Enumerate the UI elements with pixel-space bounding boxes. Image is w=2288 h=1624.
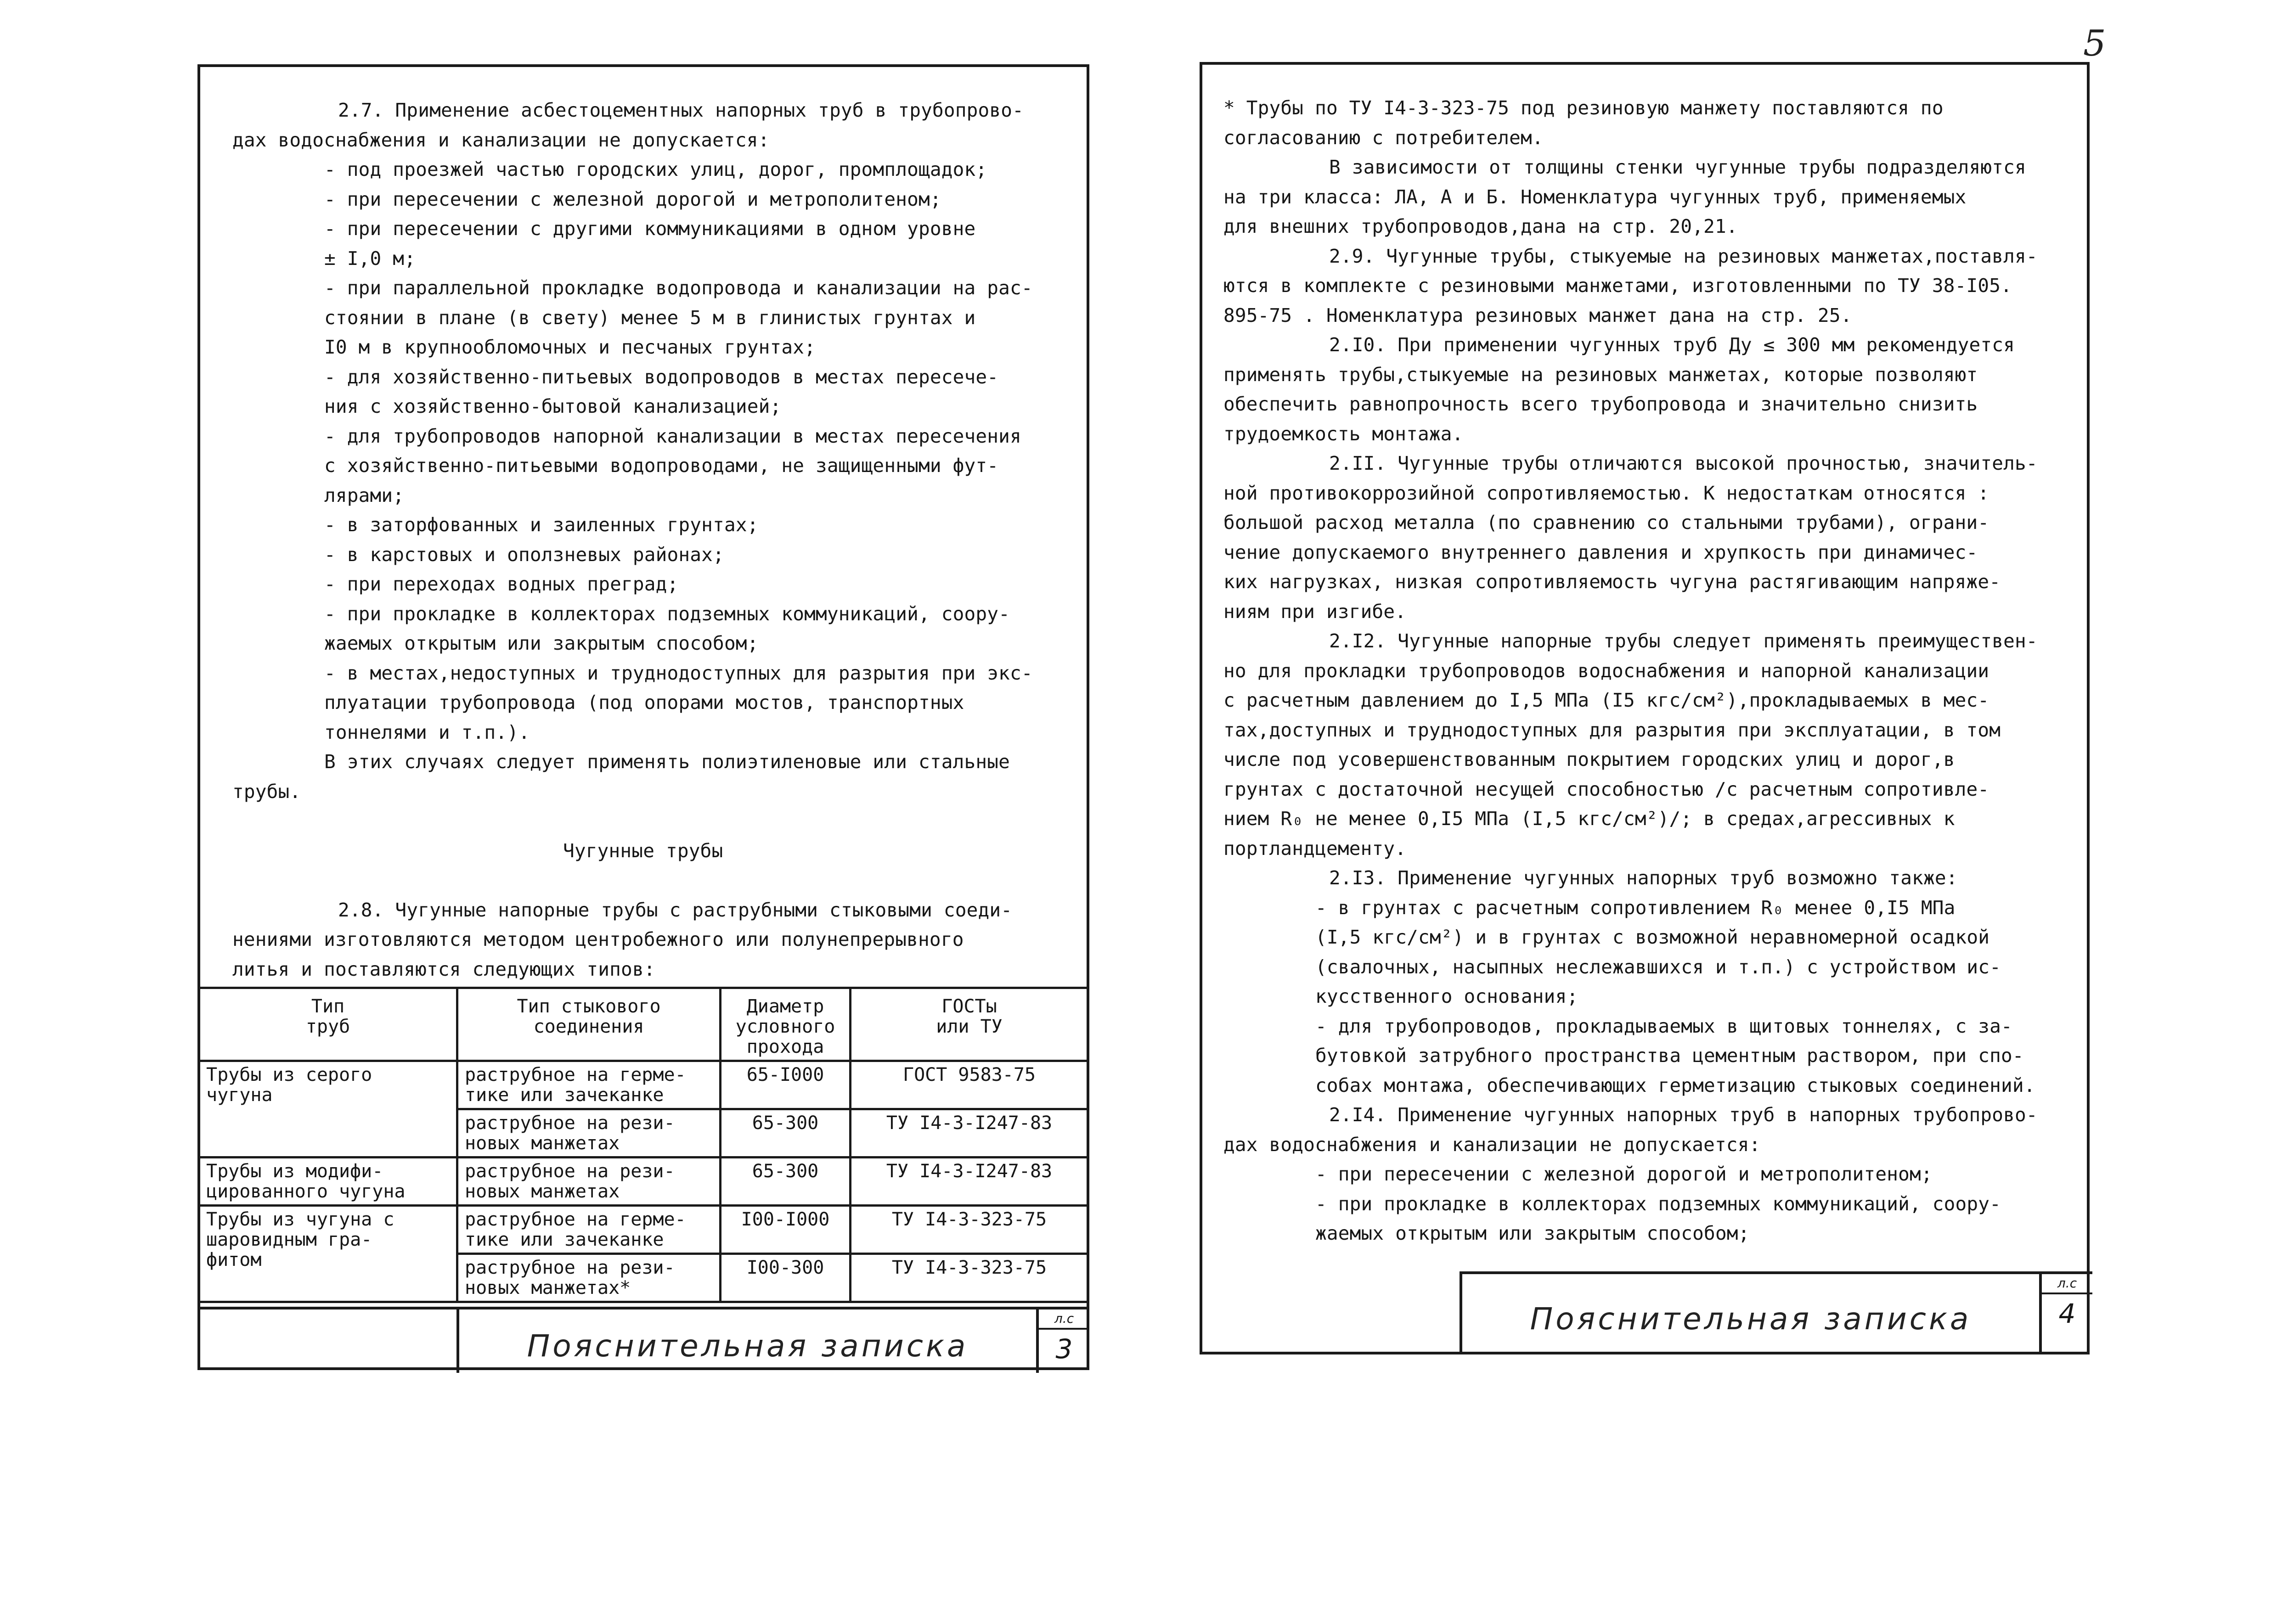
text-line: - в грунтах с расчетным сопротивлением R₀ менее 0,I5 МПа (1315, 896, 1956, 919)
text-line: ния с хозяйственно-бытовой канализацией; (324, 395, 782, 417)
text-line: 2.9. Чугунные трубы, стыкуемые на резиновых манжетах,поставля- (1329, 245, 2038, 267)
text-line: для внешних трубопроводов,дана на стр. 20,21. (1223, 215, 1738, 237)
text-line: - в заторфованных и заиленных грунтах; (324, 514, 759, 536)
cell-diameter: I00-300 (721, 1254, 851, 1302)
cell-diameter: 65-I000 (721, 1061, 851, 1109)
text-line (232, 806, 1033, 836)
text-line: согласованию с потребителем. (1223, 126, 1544, 149)
text-line: - при параллельной прокладке водопровода и канализации на рас- (324, 277, 1033, 299)
text-line: литья и поставляются следующих типов: (232, 958, 655, 980)
cell-pipe-type: Трубы из модифи- цированного чугуна (199, 1158, 457, 1206)
text-line: применять трубы,стыкуемые на резиновых манжетах, которые позволяют (1223, 363, 1978, 386)
text-line: ± I,0 м; (324, 247, 416, 270)
text-line: - при прокладке в коллекторах подземных коммуникаций, соору- (1315, 1192, 2001, 1215)
cell-diameter: 65-300 (721, 1109, 851, 1158)
cell-pipe-type: Трубы из серого чугуна (199, 1061, 457, 1158)
sheet-mark: л.с (1039, 1309, 1089, 1330)
text-line: - в местах,недоступных и труднодоступных для разрытия при экс- (324, 662, 1033, 684)
text-line: 2.7. Применение асбестоцементных напорных труб в трубопрово- (338, 99, 1024, 121)
text-line: - для трубопроводов напорной канализации в местах пересечения (324, 425, 1021, 447)
header-standard: ГОСТы или ТУ (851, 988, 1088, 1061)
right-body-text (1223, 93, 2038, 1248)
text-line: 2.8. Чугунные напорные трубы с раструбными стыковыми соеди- (338, 899, 1013, 921)
text-line: стоянии в плане (в свету) менее 5 м в глинистых грунтах и (324, 306, 976, 329)
text-line: грунтах с достаточной несущей способностью /с расчетным сопротивле- (1223, 778, 1989, 800)
left-sheet (197, 64, 1089, 1370)
page-number: 3 (1055, 1333, 1073, 1365)
text-line: с хозяйственно-питьевыми водопроводами, не защищенными фут- (324, 455, 999, 477)
text-line: дах водоснабжения и канализации не допускается: (1223, 1133, 1761, 1156)
table-row (199, 1061, 1088, 1109)
cell-pipe-type: Трубы из чугуна с шаровидным гра- фитом (199, 1206, 457, 1302)
text-line: - при пересечении с другими коммуникациями в одном уровне (324, 218, 976, 240)
cell-joint-type: раструбное на рези- новых манжетах (457, 1158, 721, 1206)
text-line: кусственного основания; (1315, 985, 1578, 1007)
text-line: - под проезжей частью городских улиц, дорог, промплощадок; (324, 158, 987, 180)
page-corner-number: 5 (2083, 23, 2106, 64)
cell-diameter: 65-300 (721, 1158, 851, 1206)
text-line: (свалочных, насыпных неслежавшихся и т.п.) с устройством ис- (1315, 955, 2001, 978)
cell-standard: ТУ I4-3-323-75 (851, 1206, 1088, 1254)
text-line: I0 м в крупнообломочных и песчаных грунтах; (324, 336, 816, 358)
sheet-mark: л.с (2042, 1274, 2092, 1294)
text-line: 895-75 . Номенклатура резиновых манжет дана на стр. 25. (1223, 304, 1852, 326)
text-line: нием R₀ не менее 0,I5 МПа (I,5 кгс/см²)/; в средах,агрессивных к (1223, 808, 1955, 830)
cell-joint-type: раструбное на рези- новых манжетах* (457, 1254, 721, 1302)
text-line: - для трубопроводов, прокладываемых в щитовых тоннелях, с за- (1315, 1015, 2012, 1037)
text-line: плуатации трубопровода (под опорами мостов, транспортных (324, 691, 964, 714)
title-block (197, 1307, 1089, 1373)
text-line: большой расход металла (по сравнению со стальными трубами), ограни- (1223, 511, 1989, 534)
text-line: жаемых открытым или закрытым способом; (1315, 1222, 1750, 1244)
header-diameter: Диаметр условного прохода (721, 988, 851, 1061)
text-line: В этих случаях следует применять полиэтиленовые или стальные (324, 751, 1010, 773)
text-line: ной противокоррозийной сопротивляемостью. К недостаткам относятся : (1223, 482, 1989, 504)
text-line: Чугунные трубы (563, 839, 723, 862)
pipe-types-table (197, 987, 1089, 1303)
text-line: тоннелями и т.п.). (324, 721, 530, 743)
text-line: портландцементу. (1223, 837, 1407, 860)
text-line: ются в комплекте с резиновыми манжетами, изготовленными по ТУ 38-I05. (1223, 275, 2012, 297)
cell-joint-type: раструбное на рези- новых манжетах (457, 1109, 721, 1158)
header-joint-type: Тип стыкового соединения (457, 988, 721, 1061)
table-row (199, 1206, 1088, 1254)
text-line: ких нагрузках, низкая сопротивляемость чугуна растягивающим напряже- (1223, 571, 2001, 593)
text-line: 2.II. Чугунные трубы отличаются высокой прочностью, значитель- (1329, 452, 2038, 474)
right-sheet (1200, 62, 2090, 1354)
text-line: 2.I4. Применение чугунных напорных труб в напорных трубопрово- (1329, 1104, 2038, 1126)
title-block-title: Пояснительная записка (527, 1328, 969, 1364)
left-body-text (232, 96, 1033, 984)
text-line: - в карстовых и оползневых районах; (324, 543, 724, 566)
cell-joint-type: раструбное на герме- тике или зачеканке (457, 1061, 721, 1109)
title-block-page-cell (2039, 1274, 2092, 1354)
text-line (232, 865, 1033, 895)
text-line: - при пересечении с железной дорогой и метрополитеном; (1315, 1163, 1933, 1185)
cell-standard: ТУ I4-3-I247-83 (851, 1158, 1088, 1206)
text-line: трубы. (232, 780, 301, 803)
table-row (199, 1158, 1088, 1206)
cell-standard: ТУ I4-3-I247-83 (851, 1109, 1088, 1158)
text-line: обеспечить равнопрочность всего трубопровода и значительно снизить (1223, 393, 1978, 415)
title-block-blank-cell (197, 1309, 459, 1373)
page-number: 4 (2058, 1298, 2076, 1329)
text-line: лярами; (324, 484, 405, 506)
text-line: 2.I3. Применение чугунных напорных труб возможно также: (1329, 867, 1958, 889)
text-line: тах,доступных и труднодоступных для разрытия при эксплуатации, в том (1223, 719, 2001, 741)
table-header-row (199, 988, 1088, 1061)
text-line: - при пересечении с железной дорогой и метрополитеном; (324, 188, 941, 210)
text-line: с расчетным давлением до I,5 МПа (I5 кгс/см²),прокладываемых в мес- (1223, 689, 1989, 711)
text-line: - при прокладке в коллекторах подземных коммуникаций, соору- (324, 602, 1010, 625)
text-line: жаемых открытым или закрытым способом; (324, 632, 759, 654)
text-line: * Трубы по ТУ I4-3-323-75 под резиновую манжету поставляются по (1223, 97, 1944, 119)
text-line: бутовкой затрубного пространства цементным раствором, при спо- (1315, 1045, 2024, 1067)
text-line: чение допускаемого внутреннего давления и хрупкость при динамичес- (1223, 541, 1978, 563)
text-line: на три класса: ЛА, А и Б. Номенклатура чугунных труб, применяемых (1223, 185, 1967, 208)
title-block-page-cell (1036, 1309, 1089, 1373)
title-block (1460, 1271, 2092, 1354)
text-line: ниям при изгибе. (1223, 600, 1407, 623)
text-line: дах водоснабжения и канализации не допускается: (232, 129, 770, 151)
text-line: 2.I0. При применении чугунных труб Ду ≤ 300 мм рекомендуется (1329, 334, 2015, 356)
title-block-title: Пояснительная записка (1530, 1301, 1972, 1337)
text-line: числе под усовершенствованным покрытием городских улиц и дорог,в (1223, 748, 1955, 770)
cell-standard: ГОСТ 9583-75 (851, 1061, 1088, 1109)
text-line: но для прокладки трубопроводов водоснабжения и напорной канализации (1223, 659, 1989, 682)
text-line: - для хозяйственно-питьевых водопроводов в местах пересече- (324, 365, 999, 388)
text-line: 2.I2. Чугунные напорные трубы следует применять преимуществен- (1329, 630, 2038, 652)
text-line: - при переходах водных преград; (324, 573, 679, 595)
text-line: собах монтажа, обеспечивающих герметизацию стыковых соединений. (1315, 1074, 2035, 1096)
text-line: В зависимости от толщины стенки чугунные трубы подразделяются (1329, 156, 2026, 178)
cell-diameter: I00-I000 (721, 1206, 851, 1254)
text-line: нениями изготовляются методом центробежного или полунепрерывного (232, 928, 964, 950)
header-pipe-type: Тип труб (199, 988, 457, 1061)
text-line: (I,5 кгс/см²) и в грунтах с возможной неравномерной осадкой (1315, 926, 1990, 948)
cell-joint-type: раструбное на герме- тике или зачеканке (457, 1206, 721, 1254)
cell-standard: ТУ I4-3-323-75 (851, 1254, 1088, 1302)
text-line: трудоемкость монтажа. (1223, 422, 1464, 445)
